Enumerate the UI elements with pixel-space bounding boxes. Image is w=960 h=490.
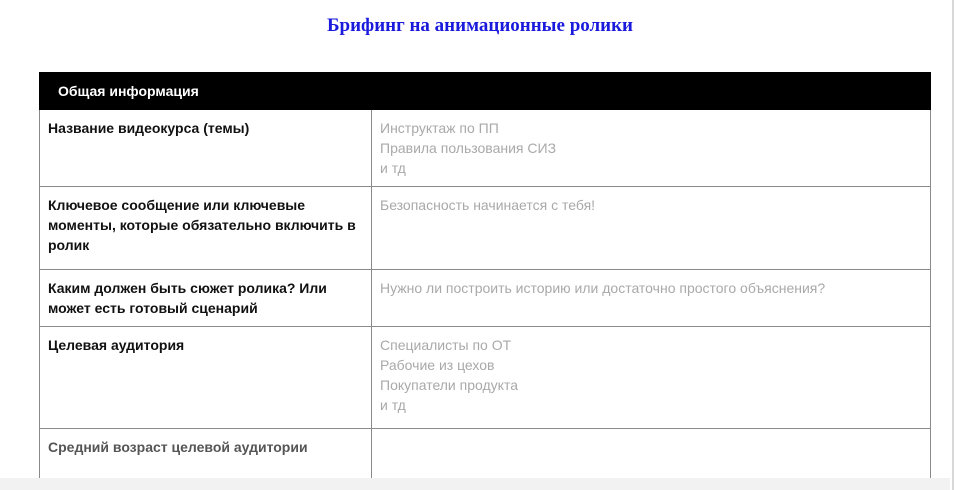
hint-text: Рабочие из цехов — [380, 357, 495, 373]
brief-table — [39, 72, 931, 489]
question-cell: Целевая аудитория — [40, 327, 372, 429]
hint-text: Нужно ли построить историю или достаточно простого объяснения? — [380, 280, 826, 296]
table-row — [40, 187, 931, 270]
question-cell: Каким должен быть сюжет ролика? Или может есть готовый сценарий — [40, 270, 372, 327]
hint-text: Специалисты по ОТ — [380, 337, 512, 353]
question-cell: Название видеокурса (темы) — [40, 110, 372, 187]
section-title: Общая информация — [40, 73, 931, 110]
hint-text: Инструктаж по ПП — [380, 120, 499, 136]
answer-cell[interactable] — [372, 187, 931, 270]
hint-text: Покупатели продукта — [380, 377, 518, 393]
hint-text: Правила пользования СИЗ — [380, 140, 557, 156]
section-header — [40, 73, 931, 110]
hint-text: и тд — [380, 397, 406, 413]
bottom-fade — [0, 478, 950, 490]
table-row — [40, 327, 931, 429]
table-row — [40, 270, 931, 327]
question-cell: Средний возраст целевой аудитории — [40, 429, 372, 489]
page-title: Брифинг на анимационные ролики — [326, 15, 634, 36]
hint-text: Безопасность начинается с тебя! — [380, 197, 596, 213]
hint-text: и тд — [380, 160, 406, 176]
answer-cell[interactable] — [372, 110, 931, 187]
table-row — [40, 110, 931, 187]
answer-cell[interactable] — [372, 270, 931, 327]
answer-cell[interactable] — [372, 327, 931, 429]
question-cell: Ключевое сообщение или ключевые моменты, которые обязательно включить в ролик — [40, 187, 372, 270]
scrollbar-track[interactable] — [952, 0, 954, 490]
